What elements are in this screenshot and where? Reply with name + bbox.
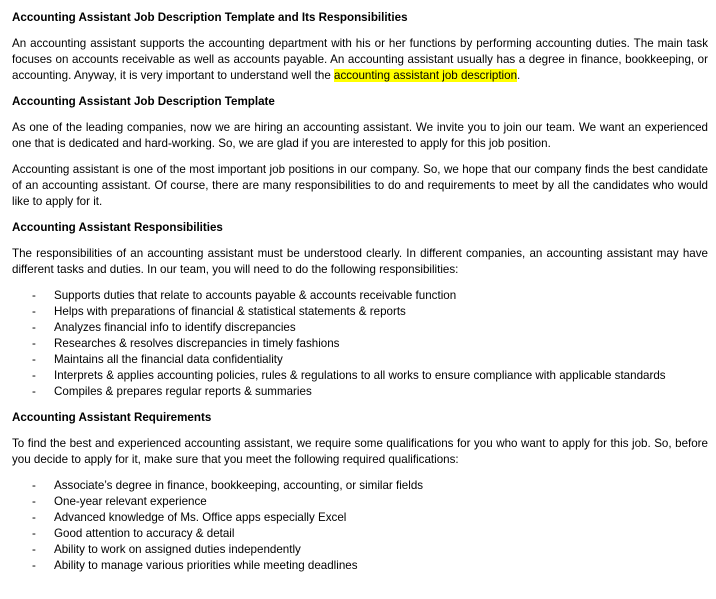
bullet-dash: - [32,511,36,524]
responsibilities-paragraph: The responsibilities of an accounting assistant must be understood clearly. In different companies, an accounting assistant may have different tasks and duties. In our team, you will need to do the following responsibilities: [12,247,708,276]
list-item-text: Compiles & prepares regular reports & summaries [54,385,312,398]
bullet-dash: - [32,543,36,556]
bullet-dash: - [32,289,36,302]
list-item [12,526,708,542]
template-heading: Accounting Assistant Job Description Template [12,95,275,108]
highlighted-link-text[interactable]: accounting assistant job description [334,69,518,82]
list-item-text: Ability to work on assigned duties independently [54,543,301,556]
list-item [12,336,708,352]
list-item [12,288,708,304]
bullet-dash: - [32,321,36,334]
list-item [12,368,708,384]
bullet-dash: - [32,479,36,492]
list-item-text: Advanced knowledge of Ms. Office apps especially Excel [54,511,347,524]
bullet-dash: - [32,369,36,382]
bullet-dash: - [32,495,36,508]
list-item [12,510,708,526]
responsibilities-heading: Accounting Assistant Responsibilities [12,221,223,234]
list-item-text: Good attention to accuracy & detail [54,527,235,540]
intro-text-end: . [517,69,521,82]
list-item [12,384,708,400]
template-paragraph-1: As one of the leading companies, now we are hiring an accounting assistant. We invite you to join our team. We want an experienced one that is dedicated and hard-working. So, we are glad if you are interested to apply for this job position. [12,121,708,150]
list-item [12,304,708,320]
bullet-dash: - [32,527,36,540]
list-item-text: Associate’s degree in finance, bookkeeping, accounting, or similar fields [54,479,424,492]
list-item-text: Maintains all the financial data confidentiality [54,353,283,366]
document-title: Accounting Assistant Job Description Template and Its Responsibilities [12,11,408,24]
list-item-text: Helps with preparations of financial & statistical statements & reports [54,305,406,318]
list-item-text: One-year relevant experience [54,495,207,508]
list-item [12,352,708,368]
list-item [12,478,708,494]
bullet-dash: - [32,337,36,350]
list-item-text: Researches & resolves discrepancies in timely fashions [54,337,340,350]
bullet-dash: - [32,353,36,366]
intro-text: An accounting assistant supports the accounting department with his or her functions by performing accounting duties. The main task focuses on accounts receivable as well as accounts payable. An accounting assistant usually has a degree in finance, bookkeeping, or accounting. Anyway, it is very important to understand well the [12,37,708,82]
list-item [12,542,708,558]
template-paragraph-2: Accounting assistant is one of the most important job positions in our company. So, we hope that our company finds the best candidate of an accounting assistant. Of course, there are many responsibilities to do and requirements to meet by all the candidates who would like to apply for it. [12,163,708,208]
list-item [12,494,708,510]
list-item [12,558,708,574]
requirements-heading: Accounting Assistant Requirements [12,411,212,424]
intro-paragraph [12,36,708,84]
list-item-text: Interprets & applies accounting policies, rules & regulations to all works to ensure compliance with applicable standards [54,369,666,382]
responsibilities-list [12,288,708,400]
requirements-list [12,478,708,574]
bullet-dash: - [32,559,36,572]
list-item [12,320,708,336]
requirements-paragraph: To find the best and experienced accounting assistant, we require some qualifications for you who want to apply for this job. So, before you decide to apply for it, make sure that you meet the following required qualifications: [12,437,708,466]
list-item-text: Analyzes financial info to identify discrepancies [54,321,296,334]
list-item-text: Ability to manage various priorities while meeting deadlines [54,559,358,572]
bullet-dash: - [32,385,36,398]
list-item-text: Supports duties that relate to accounts payable & accounts receivable function [54,289,457,302]
bullet-dash: - [32,305,36,318]
